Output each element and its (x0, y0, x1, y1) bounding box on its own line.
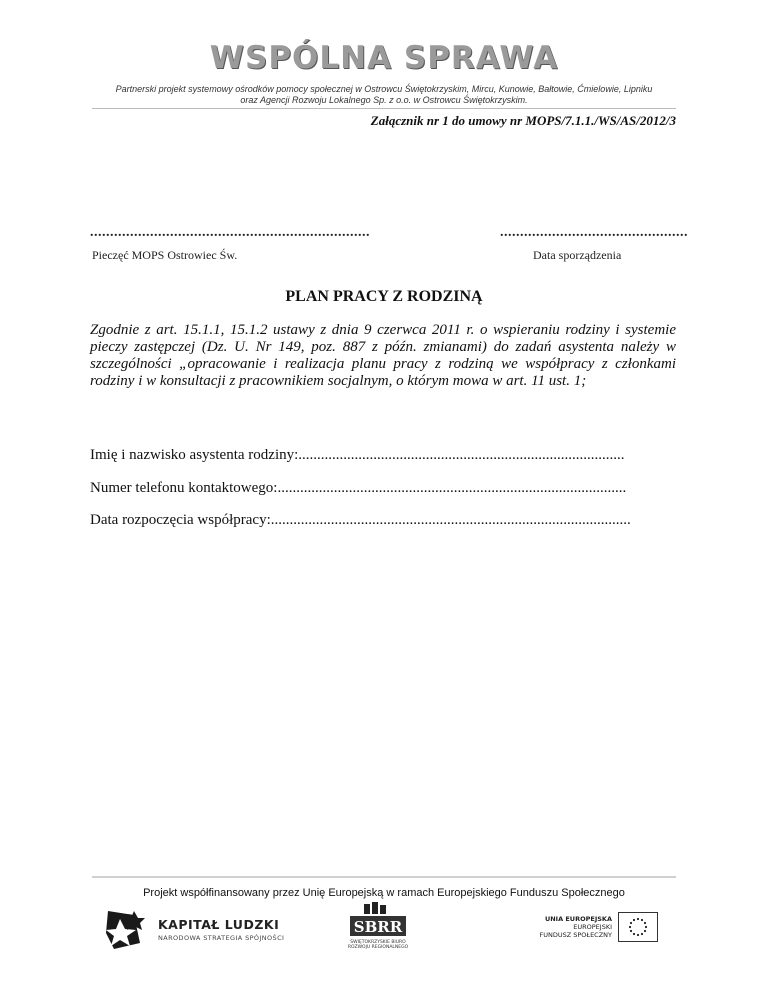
stamp-label: Pieczęć MOPS Ostrowiec Św. (92, 248, 238, 262)
eu-label-line1: UNIA EUROPEJSKA (544, 915, 612, 923)
stamp-signature-line: ...................................................................... (90, 225, 370, 240)
header-subtitle (100, 84, 668, 106)
cooperation-start-field: Data rozpoczęcia współpracy:................................................................................................ (90, 512, 631, 528)
contact-phone-field: Numer telefonu kontaktowego:............................................................................................. (90, 480, 627, 496)
eu-label-line2: EUROPEJSKI (573, 923, 612, 931)
eu-label (520, 915, 612, 939)
sbrr-subtitle (340, 940, 416, 950)
intro-paragraph: Zgodnie z art. 15.1.1, 15.1.2 ustawy z dnia 9 czerwca 2011 r. o wspieraniu rodziny i systemie pieczy zastępczej (Dz. U. Nr 149, poz. 887 z późn. zmianami) do zadań asystenta należy w szczególności „opracowanie i realizacja planu pracy z rodziną we współpracy z członkami rodziny i w konsultacji z pracownikiem socjalnym, o którym mowa w art. 11 ust. 1; (90, 322, 676, 389)
eu-label-line3: FUNDUSZ SPOŁECZNY (539, 931, 612, 939)
header-subtitle-line2: oraz Agencji Rozwoju Lokalnego Sp. z o.o. w Ostrowcu Świętokrzyskim. (240, 95, 528, 105)
annex-reference: Załącznik nr 1 do umowy nr MOPS/7.1.1./WS/AS/2012/3 (370, 113, 676, 128)
footer-divider (92, 876, 676, 878)
header-subtitle-line1: Partnerski projekt systemowy ośrodków pomocy społecznej w Ostrowcu Świętokrzyskim, Mircu, Kunowie, Bałtowie, Ćmielowie, Lipniku (115, 84, 653, 94)
kapital-ludzki-subtitle: NARODOWA STRATEGIA SPÓJNOŚCI (158, 934, 285, 942)
header-divider (92, 108, 676, 109)
sbrr-logo-text: SBRR (353, 918, 403, 936)
date-signature-line: ............................................... (500, 225, 688, 240)
assistant-name-field: Imię i nazwisko asystenta rodziny:....................................................................................... (90, 447, 625, 463)
funding-statement: Projekt współfinansowany przez Unię Europejską w ramach Europejskiego Funduszu Społecznego (143, 887, 625, 899)
sbrr-subtitle-line2: ROZWOJU REGIONALNEGO (347, 945, 409, 950)
document-title: PLAN PRACY Z RODZINĄ (285, 288, 483, 305)
kapital-ludzki-title: KAPITAŁ LUDZKI (158, 917, 280, 932)
sbrr-subtitle-line1: ŚWIĘTOKRZYSKIE BIURO (350, 940, 406, 945)
date-label: Data sporządzenia (533, 248, 622, 262)
eu-flag-icon (618, 912, 658, 942)
brand-title: WSPÓLNA SPRAWA (209, 40, 559, 76)
